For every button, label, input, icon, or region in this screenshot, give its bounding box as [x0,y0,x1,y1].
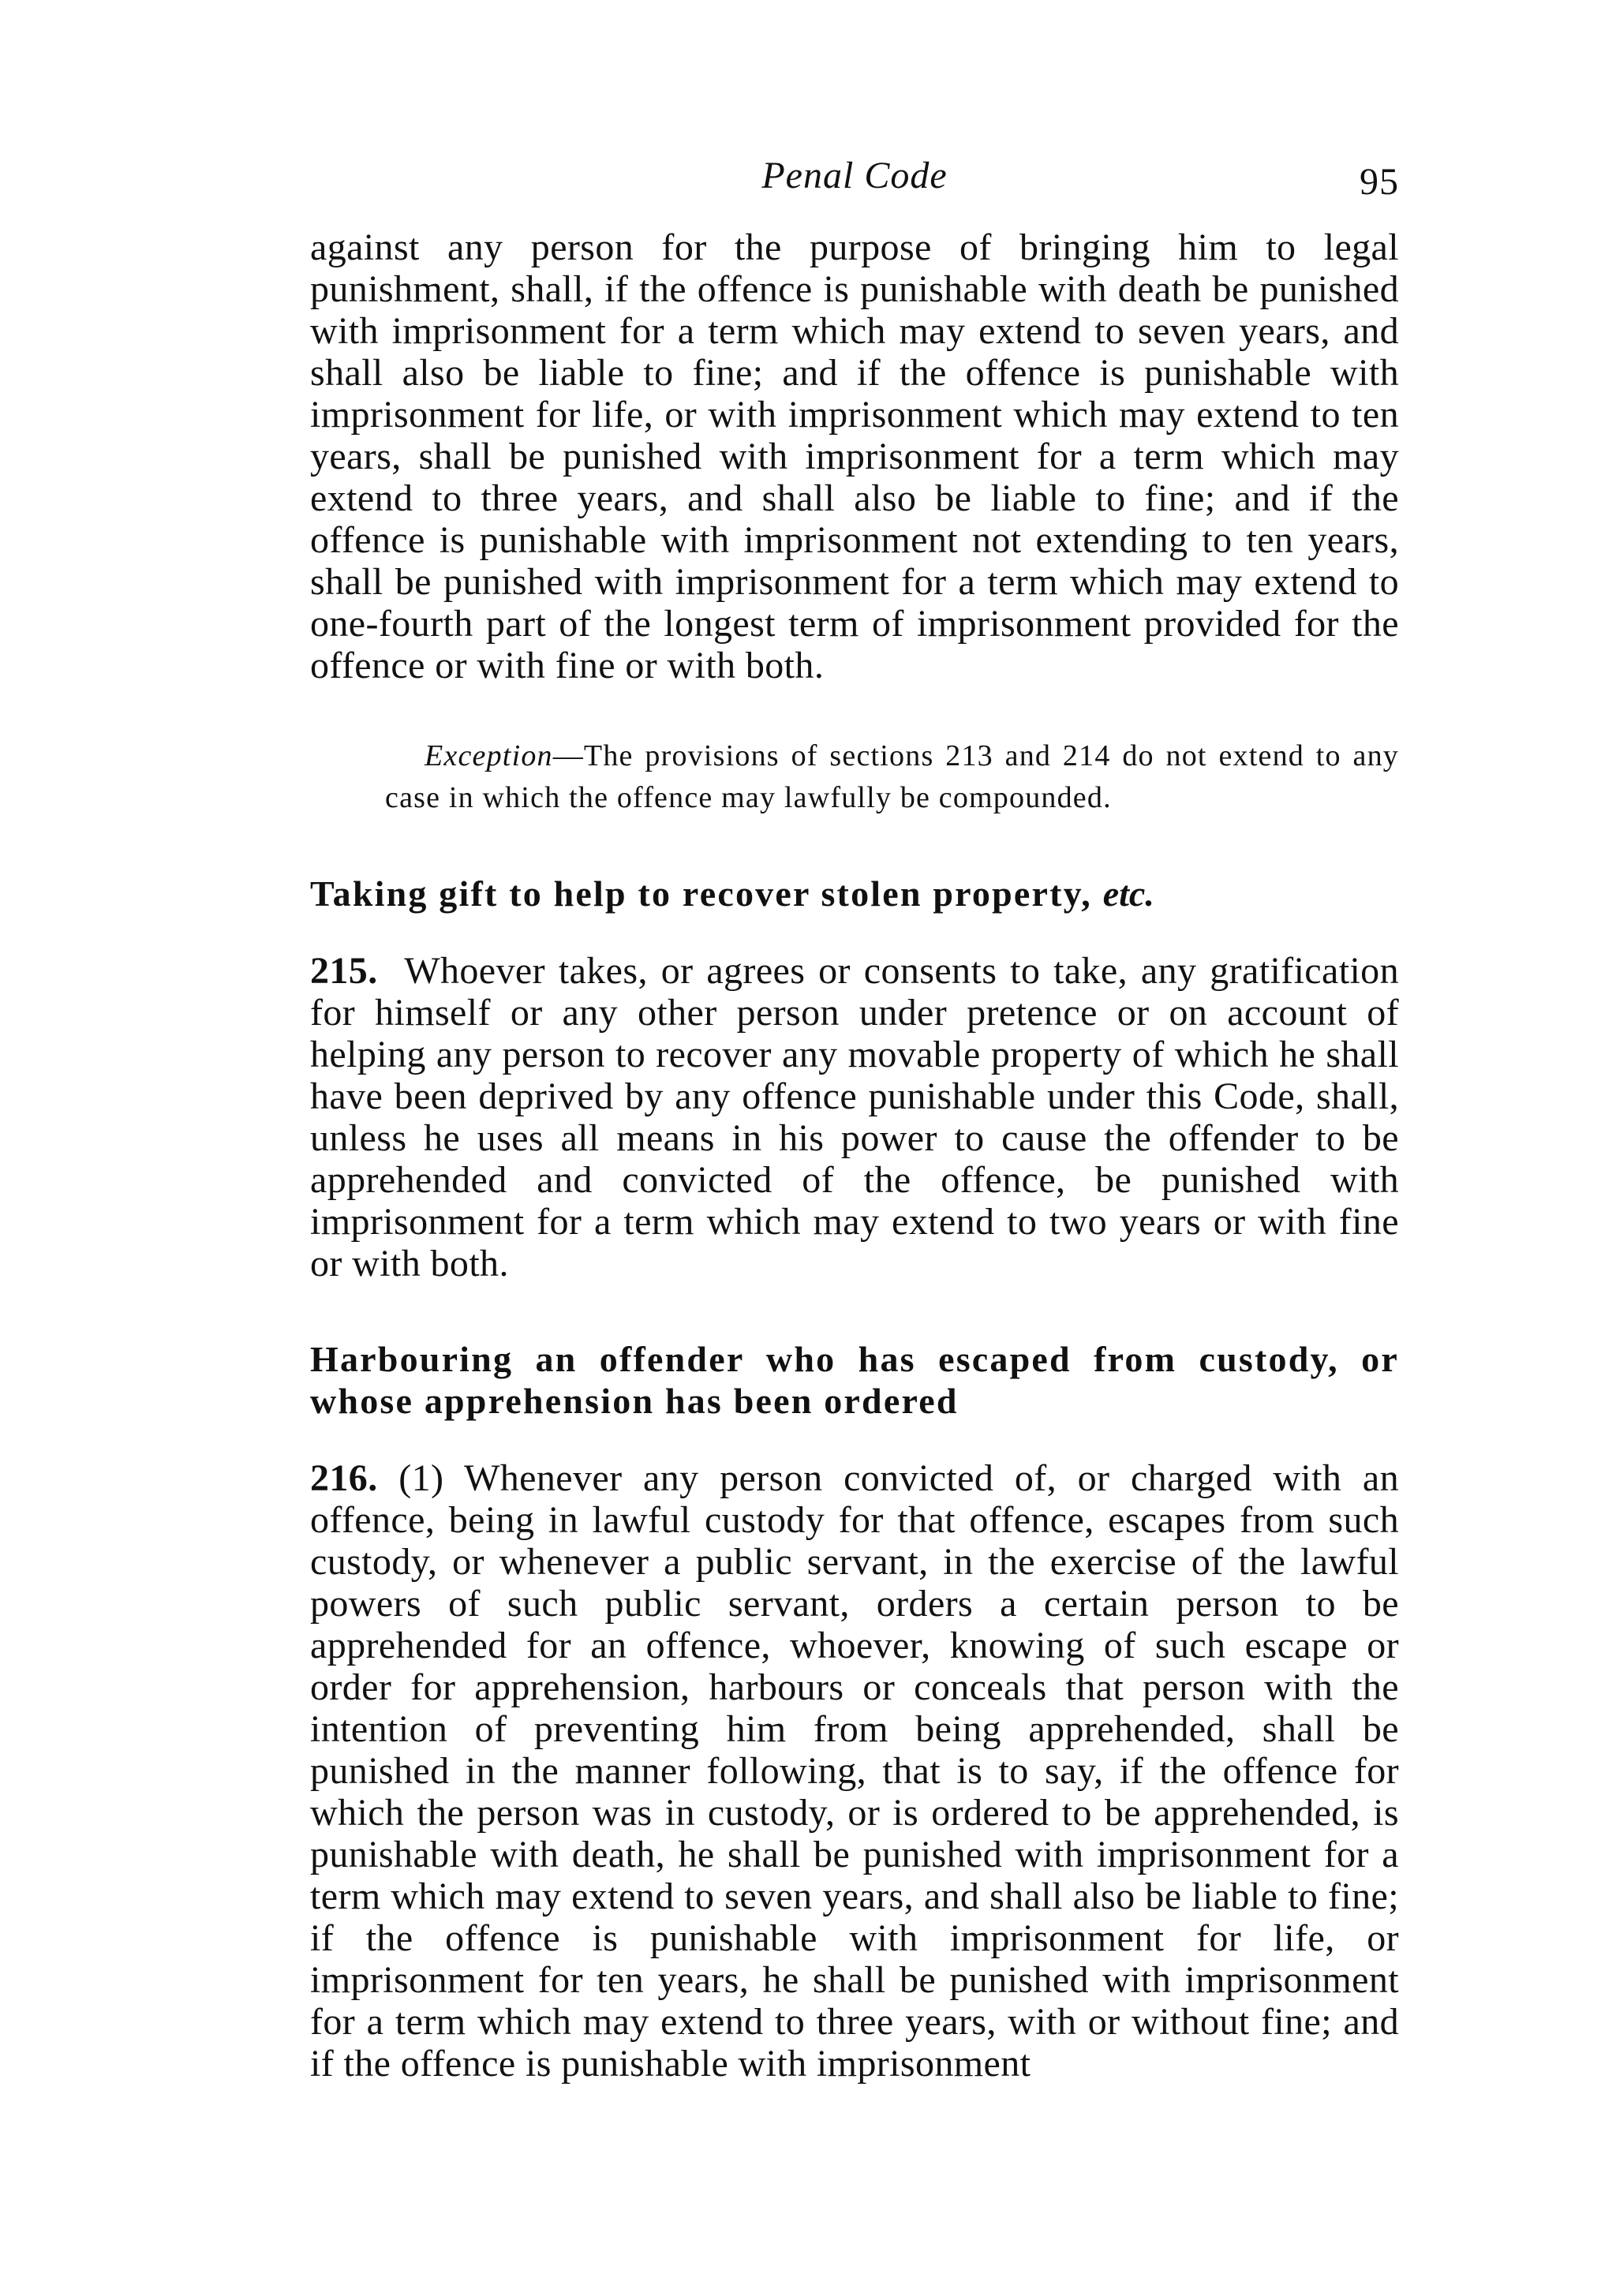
exception-note [310,735,1399,819]
page-number: 95 [1360,161,1399,203]
document-page [310,154,1399,2085]
exception-label: Exception [425,739,553,772]
section-215-number: 215. [310,950,378,992]
section-215-heading-text: Taking gift to help to recover stolen property, [310,873,1093,914]
section-216-text: (1) Whenever any person convicted of, or charged with an offence, being in lawful custody for that offence, escapes from such custody, or whenever a public servant, in the exercise of the lawful powers of such public servant, orders a certain person to be apprehended for an offence, whoever, knowing of such escape or order for apprehension, harbours or conceals that person with the intention of preventing him from being apprehended, shall be punished in the manner following, that is to say, if the offence for which the person was in custody, or is ordered to be apprehended, is punishable with death, he shall be punished with imprisonment for a term which may extend to seven years, and shall also be liable to fine; if the offence is punishable with imprisonment for life, or imprisonment for ten years, he shall be punished with imprisonment for a term which may extend to three years, with or without fine; and if the offence is punishable with imprisonment [310,1457,1399,2085]
exception-text: —The provisions of sections 213 and 214 do not extend to any case in which the offence may lawfully be compounded. [385,739,1399,814]
section-216-paragraph [310,1457,1399,2085]
section-215-text: Whoever takes, or agrees or consents to take, any gratification for himself or any other person under pretence or on account of helping any person to recover any movable property of which he shall have been deprived by any offence punishable under this Code, shall, unless he uses all means in his power to cause the offender to be apprehended and convicted of the offence, be punished with imprisonment for a term which may extend to two years or with fine or with both. [310,950,1399,1284]
section-215-heading-etc: etc. [1102,873,1154,914]
section-216-number: 216. [310,1457,378,1499]
continuation-paragraph: against any person for the purpose of bringing him to legal punishment, shall, if the offence is punishable with death be punished with imprisonment for a term which may extend to seven years, and shall also be liable to fine; and if the offence is punishable with imprisonment for life, or with imprisonment which may extend to ten years, shall be punished with imprisonment for a term which may extend to three years, and shall also be liable to fine; and if the offence is punishable with imprisonment not extending to ten years, shall be punished with imprisonment for a term which may extend to one-fourth part of the longest term of imprisonment provided for the offence or with fine or with both. [310,226,1399,686]
section-216-heading: Harbouring an offender who has escaped from custody, or whose apprehension has been ordered [310,1339,1399,1421]
section-215-paragraph [310,950,1399,1284]
section-215-heading [310,873,1399,914]
running-title: Penal Code [761,155,948,196]
running-header [310,154,1399,209]
